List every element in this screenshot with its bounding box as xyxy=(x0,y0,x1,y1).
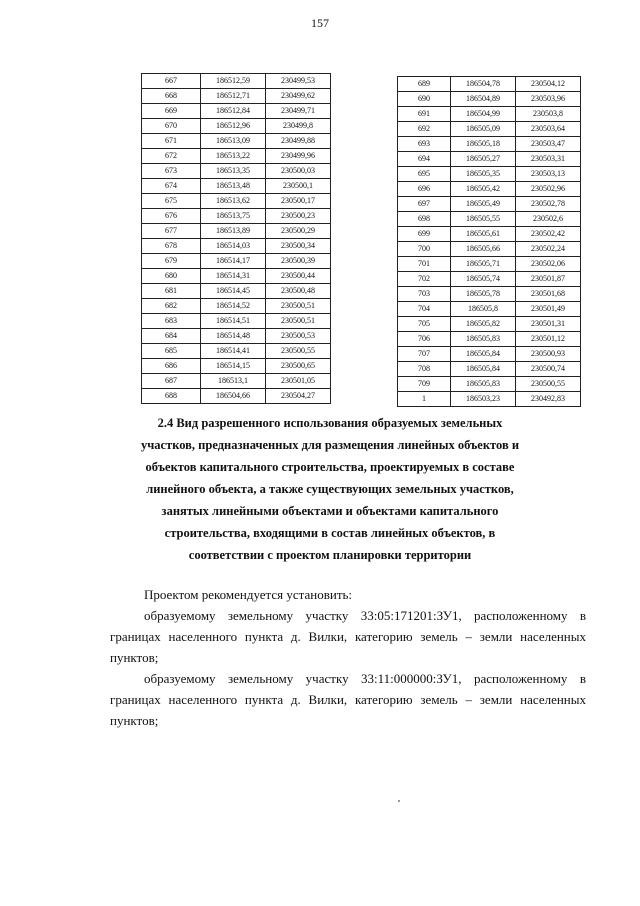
point-number-cell: 672 xyxy=(142,149,201,164)
x-coordinate-cell: 186505,35 xyxy=(451,167,516,182)
table-row xyxy=(398,257,581,272)
point-number-cell: 700 xyxy=(398,242,451,257)
table-row xyxy=(398,137,581,152)
y-coordinate-cell: 230500,1 xyxy=(266,179,331,194)
y-coordinate-cell: 230499,62 xyxy=(266,89,331,104)
table-row xyxy=(142,284,331,299)
table-row xyxy=(398,107,581,122)
y-coordinate-cell: 230500,74 xyxy=(516,362,581,377)
point-number-cell: 696 xyxy=(398,182,451,197)
point-number-cell: 691 xyxy=(398,107,451,122)
x-coordinate-cell: 186504,89 xyxy=(451,92,516,107)
point-number-cell: 705 xyxy=(398,317,451,332)
x-coordinate-cell: 186504,78 xyxy=(451,77,516,92)
y-coordinate-cell: 230503,64 xyxy=(516,122,581,137)
point-number-cell: 680 xyxy=(142,269,201,284)
x-coordinate-cell: 186503,23 xyxy=(451,392,516,407)
heading-line: 2.4 Вид разрешенного использования образуемых земельных xyxy=(157,416,503,430)
table-row xyxy=(142,299,331,314)
point-number-cell: 684 xyxy=(142,329,201,344)
y-coordinate-cell: 230501,87 xyxy=(516,272,581,287)
point-number-cell: 678 xyxy=(142,239,201,254)
y-coordinate-cell: 230500,51 xyxy=(266,314,331,329)
y-coordinate-cell: 230500,51 xyxy=(266,299,331,314)
point-number-cell: 671 xyxy=(142,134,201,149)
x-coordinate-cell: 186514,52 xyxy=(201,299,266,314)
point-number-cell: 685 xyxy=(142,344,201,359)
x-coordinate-cell: 186505,61 xyxy=(451,227,516,242)
point-number-cell: 698 xyxy=(398,212,451,227)
parcel-paragraph-1: образуемому земельному участку 33:05:171201:ЗУ1, расположенному в границах населенного пункта д. Вилки, категорию земель – земли населенных пунктов; xyxy=(110,608,586,665)
table-row xyxy=(142,179,331,194)
table-row xyxy=(142,134,331,149)
point-number-cell: 1 xyxy=(398,392,451,407)
table-row xyxy=(142,314,331,329)
x-coordinate-cell: 186505,09 xyxy=(451,122,516,137)
table-row xyxy=(398,242,581,257)
y-coordinate-cell: 230501,68 xyxy=(516,287,581,302)
x-coordinate-cell: 186512,71 xyxy=(201,89,266,104)
x-coordinate-cell: 186514,45 xyxy=(201,284,266,299)
table-row xyxy=(142,194,331,209)
y-coordinate-cell: 230500,55 xyxy=(516,377,581,392)
table-row xyxy=(398,347,581,362)
x-coordinate-cell: 186505,27 xyxy=(451,152,516,167)
x-coordinate-cell: 186514,48 xyxy=(201,329,266,344)
point-number-cell: 675 xyxy=(142,194,201,209)
table-row xyxy=(398,227,581,242)
table-row xyxy=(398,287,581,302)
y-coordinate-cell: 230500,39 xyxy=(266,254,331,269)
x-coordinate-cell: 186512,84 xyxy=(201,104,266,119)
table-row xyxy=(398,212,581,227)
y-coordinate-cell: 230504,12 xyxy=(516,77,581,92)
heading-line: линейного объекта, а также существующих земельных участков, xyxy=(146,482,514,496)
table-row xyxy=(142,89,331,104)
y-coordinate-cell: 230500,23 xyxy=(266,209,331,224)
y-coordinate-cell: 230492,83 xyxy=(516,392,581,407)
point-number-cell: 694 xyxy=(398,152,451,167)
y-coordinate-cell: 230503,13 xyxy=(516,167,581,182)
coordinates-table-left-body xyxy=(142,74,331,404)
x-coordinate-cell: 186505,84 xyxy=(451,362,516,377)
point-number-cell: 689 xyxy=(398,77,451,92)
point-number-cell: 709 xyxy=(398,377,451,392)
coordinates-table-left xyxy=(141,73,331,404)
y-coordinate-cell: 230502,06 xyxy=(516,257,581,272)
x-coordinate-cell: 186505,42 xyxy=(451,182,516,197)
x-coordinate-cell: 186512,96 xyxy=(201,119,266,134)
y-coordinate-cell: 230501,49 xyxy=(516,302,581,317)
x-coordinate-cell: 186505,18 xyxy=(451,137,516,152)
y-coordinate-cell: 230499,53 xyxy=(266,74,331,89)
point-number-cell: 679 xyxy=(142,254,201,269)
y-coordinate-cell: 230503,8 xyxy=(516,107,581,122)
scan-speck xyxy=(398,800,400,802)
table-row xyxy=(142,344,331,359)
table-row xyxy=(142,329,331,344)
point-number-cell: 676 xyxy=(142,209,201,224)
y-coordinate-cell: 230500,93 xyxy=(516,347,581,362)
x-coordinate-cell: 186504,66 xyxy=(201,389,266,404)
y-coordinate-cell: 230500,55 xyxy=(266,344,331,359)
x-coordinate-cell: 186505,74 xyxy=(451,272,516,287)
table-row xyxy=(398,167,581,182)
point-number-cell: 688 xyxy=(142,389,201,404)
x-coordinate-cell: 186512,59 xyxy=(201,74,266,89)
point-number-cell: 674 xyxy=(142,179,201,194)
table-row xyxy=(398,122,581,137)
point-number-cell: 687 xyxy=(142,374,201,389)
y-coordinate-cell: 230501,12 xyxy=(516,332,581,347)
table-row xyxy=(142,269,331,284)
table-row xyxy=(398,362,581,377)
y-coordinate-cell: 230504,27 xyxy=(266,389,331,404)
point-number-cell: 693 xyxy=(398,137,451,152)
x-coordinate-cell: 186505,84 xyxy=(451,347,516,362)
table-row xyxy=(142,149,331,164)
point-number-cell: 683 xyxy=(142,314,201,329)
point-number-cell: 706 xyxy=(398,332,451,347)
y-coordinate-cell: 230502,6 xyxy=(516,212,581,227)
point-number-cell: 707 xyxy=(398,347,451,362)
x-coordinate-cell: 186514,17 xyxy=(201,254,266,269)
table-row xyxy=(142,209,331,224)
x-coordinate-cell: 186514,41 xyxy=(201,344,266,359)
x-coordinate-cell: 186513,89 xyxy=(201,224,266,239)
point-number-cell: 697 xyxy=(398,197,451,212)
table-row xyxy=(398,92,581,107)
x-coordinate-cell: 186514,31 xyxy=(201,269,266,284)
x-coordinate-cell: 186505,8 xyxy=(451,302,516,317)
heading-line: соответствии с проектом планировки территории xyxy=(188,548,472,562)
x-coordinate-cell: 186505,83 xyxy=(451,332,516,347)
x-coordinate-cell: 186513,35 xyxy=(201,164,266,179)
point-number-cell: 708 xyxy=(398,362,451,377)
y-coordinate-cell: 230501,31 xyxy=(516,317,581,332)
table-row xyxy=(142,119,331,134)
table-row xyxy=(142,239,331,254)
point-number-cell: 692 xyxy=(398,122,451,137)
x-coordinate-cell: 186513,09 xyxy=(201,134,266,149)
point-number-cell: 701 xyxy=(398,257,451,272)
y-coordinate-cell: 230503,31 xyxy=(516,152,581,167)
table-row xyxy=(398,317,581,332)
page-number: 157 xyxy=(311,16,329,30)
point-number-cell: 695 xyxy=(398,167,451,182)
heading-line: участков, предназначенных для размещения линейных объектов и xyxy=(140,438,520,452)
x-coordinate-cell: 186514,03 xyxy=(201,239,266,254)
table-row xyxy=(398,377,581,392)
coordinates-table-right-body xyxy=(398,77,581,407)
table-row xyxy=(142,254,331,269)
section-heading xyxy=(120,412,540,566)
coordinates-table-right xyxy=(397,76,581,407)
y-coordinate-cell: 230499,96 xyxy=(266,149,331,164)
y-coordinate-cell: 230503,96 xyxy=(516,92,581,107)
x-coordinate-cell: 186513,75 xyxy=(201,209,266,224)
table-row xyxy=(398,197,581,212)
heading-line: занятых линейными объектами и объектами капитального xyxy=(161,504,499,518)
table-row xyxy=(398,392,581,407)
table-row xyxy=(142,224,331,239)
point-number-cell: 703 xyxy=(398,287,451,302)
x-coordinate-cell: 186513,62 xyxy=(201,194,266,209)
heading-line: строительства, входящими в состав линейных объектов, в xyxy=(164,526,496,540)
table-row xyxy=(142,104,331,119)
x-coordinate-cell: 186505,83 xyxy=(451,377,516,392)
table-row xyxy=(142,374,331,389)
y-coordinate-cell: 230499,88 xyxy=(266,134,331,149)
x-coordinate-cell: 186505,66 xyxy=(451,242,516,257)
x-coordinate-cell: 186513,22 xyxy=(201,149,266,164)
x-coordinate-cell: 186514,51 xyxy=(201,314,266,329)
point-number-cell: 681 xyxy=(142,284,201,299)
table-row xyxy=(398,272,581,287)
point-number-cell: 682 xyxy=(142,299,201,314)
table-row xyxy=(398,182,581,197)
table-row xyxy=(398,152,581,167)
y-coordinate-cell: 230502,78 xyxy=(516,197,581,212)
x-coordinate-cell: 186514,15 xyxy=(201,359,266,374)
point-number-cell: 690 xyxy=(398,92,451,107)
x-coordinate-cell: 186504,99 xyxy=(451,107,516,122)
table-row xyxy=(398,302,581,317)
y-coordinate-cell: 230500,34 xyxy=(266,239,331,254)
point-number-cell: 686 xyxy=(142,359,201,374)
y-coordinate-cell: 230500,48 xyxy=(266,284,331,299)
table-row xyxy=(142,389,331,404)
y-coordinate-cell: 230500,17 xyxy=(266,194,331,209)
point-number-cell: 677 xyxy=(142,224,201,239)
heading-line: объектов капитального строительства, проектируемых в составе xyxy=(145,460,515,474)
point-number-cell: 699 xyxy=(398,227,451,242)
y-coordinate-cell: 230500,65 xyxy=(266,359,331,374)
parcel-paragraph-2: образуемому земельному участку 33:11:000000:ЗУ1, расположенному в границах населенного пункта д. Вилки, категорию земель – земли населенных пунктов; xyxy=(110,671,586,728)
point-number-cell: 670 xyxy=(142,119,201,134)
y-coordinate-cell: 230502,42 xyxy=(516,227,581,242)
table-row xyxy=(398,332,581,347)
x-coordinate-cell: 186505,71 xyxy=(451,257,516,272)
point-number-cell: 704 xyxy=(398,302,451,317)
x-coordinate-cell: 186505,55 xyxy=(451,212,516,227)
point-number-cell: 702 xyxy=(398,272,451,287)
x-coordinate-cell: 186505,78 xyxy=(451,287,516,302)
x-coordinate-cell: 186513,48 xyxy=(201,179,266,194)
point-number-cell: 673 xyxy=(142,164,201,179)
intro-paragraph: Проектом рекомендуется установить: xyxy=(144,587,353,602)
table-row xyxy=(142,359,331,374)
y-coordinate-cell: 230502,96 xyxy=(516,182,581,197)
table-row xyxy=(398,77,581,92)
x-coordinate-cell: 186505,82 xyxy=(451,317,516,332)
point-number-cell: 669 xyxy=(142,104,201,119)
y-coordinate-cell: 230500,03 xyxy=(266,164,331,179)
point-number-cell: 668 xyxy=(142,89,201,104)
y-coordinate-cell: 230501,05 xyxy=(266,374,331,389)
table-row xyxy=(142,164,331,179)
y-coordinate-cell: 230500,29 xyxy=(266,224,331,239)
y-coordinate-cell: 230499,8 xyxy=(266,119,331,134)
x-coordinate-cell: 186513,1 xyxy=(201,374,266,389)
y-coordinate-cell: 230503,47 xyxy=(516,137,581,152)
x-coordinate-cell: 186505,49 xyxy=(451,197,516,212)
y-coordinate-cell: 230499,71 xyxy=(266,104,331,119)
table-row xyxy=(142,74,331,89)
point-number-cell: 667 xyxy=(142,74,201,89)
y-coordinate-cell: 230500,44 xyxy=(266,269,331,284)
y-coordinate-cell: 230502,24 xyxy=(516,242,581,257)
y-coordinate-cell: 230500,53 xyxy=(266,329,331,344)
